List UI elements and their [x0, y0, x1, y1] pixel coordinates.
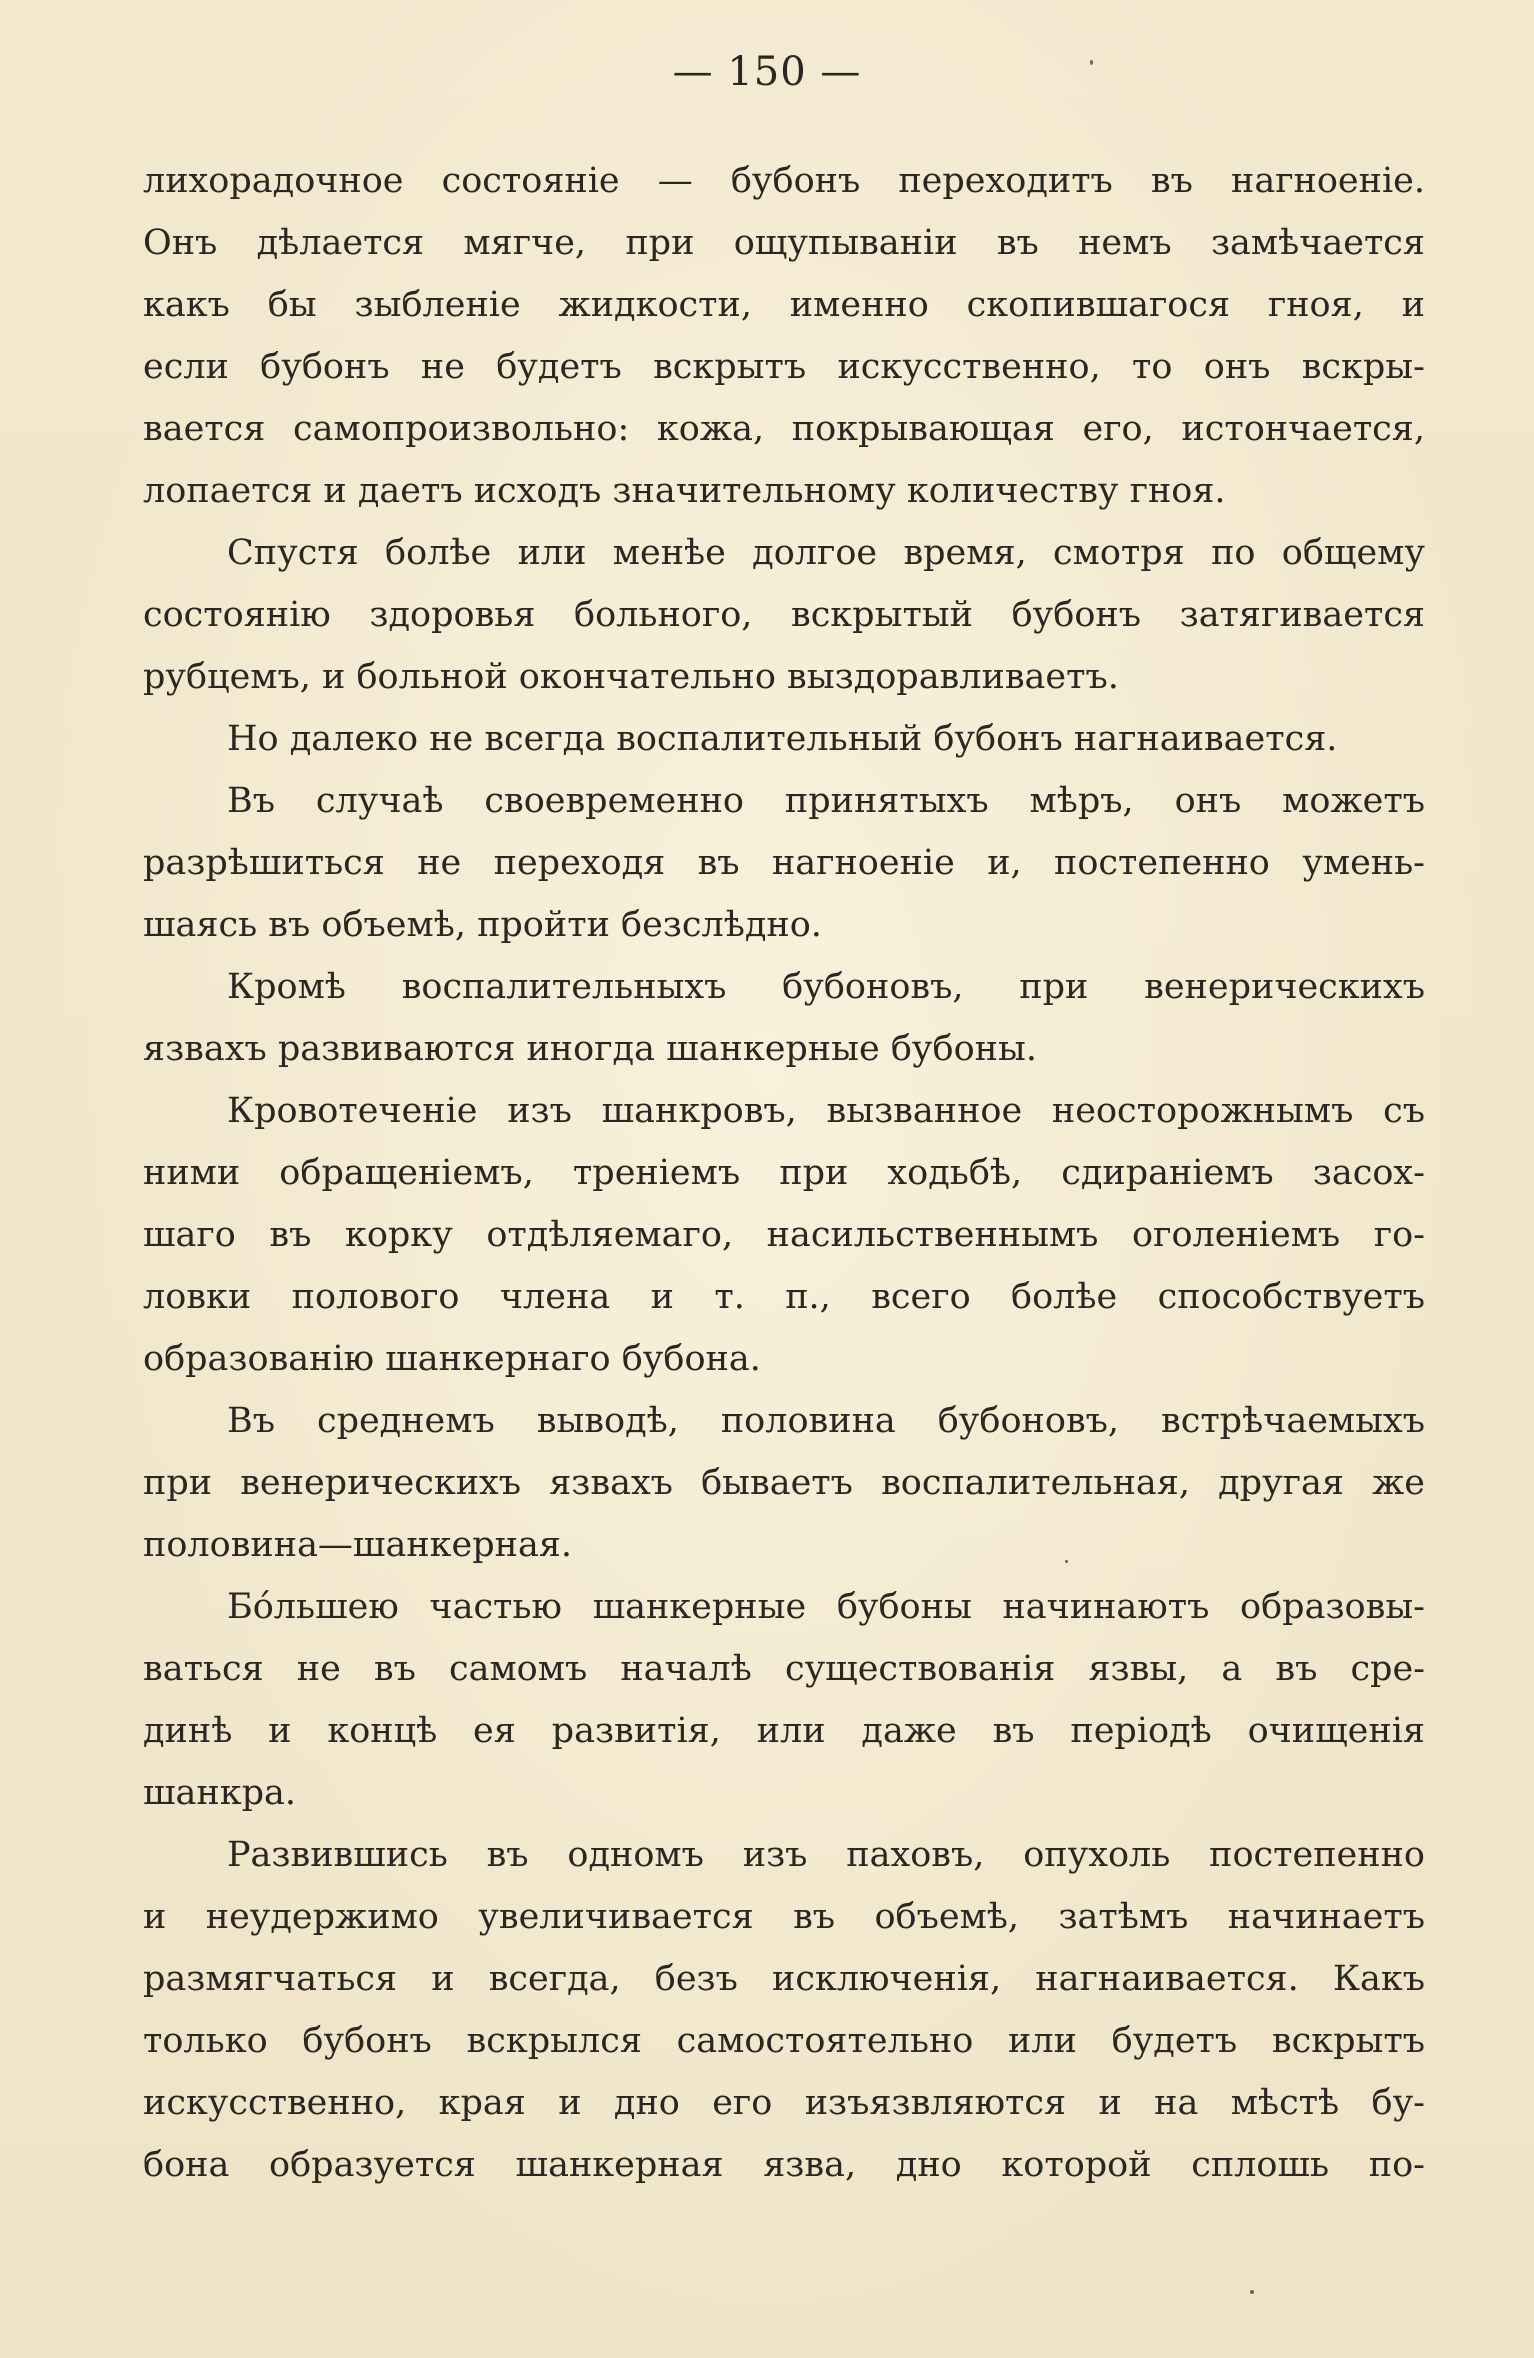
text-line: Въ среднемъ выводѣ, половина бубоновъ, встрѣчаемыхъ [227, 1401, 1425, 1441]
text-line: только бубонъ вскрылся самостоятельно или будетъ вскрытъ [143, 2021, 1425, 2061]
page-number: — 150 — [672, 49, 862, 95]
text-line: вается самопроизвольно: кожа, покрывающая его, истончается, [143, 409, 1425, 449]
text-line: разрѣшиться не переходя въ нагноенiе и, постепенно умень- [143, 843, 1425, 883]
text-line: шанкра. [143, 1773, 297, 1813]
text-line: рубцемъ, и больной окончательно выздоравливаетъ. [143, 657, 1119, 697]
text-line: шаго въ корку отдѣляемаго, насильственнымъ оголенiемъ го- [143, 1215, 1425, 1255]
text-line: если бубонъ не будетъ вскрытъ искусственно, то онъ вскры- [143, 347, 1425, 387]
text-line: искусственно, края и дно его изъязвляются и на мѣстѣ бу- [143, 2083, 1425, 2123]
text-line: Онъ дѣлается мягче, при ощупыванiи въ немъ замѣчается [143, 223, 1425, 263]
text-line: Кромѣ воспалительныхъ бубоновъ, при венерическихъ [227, 967, 1425, 1007]
text-line: и неудержимо увеличивается въ объемѣ, затѣмъ начинаетъ [143, 1897, 1425, 1937]
text-line: Развившись въ одномъ изъ паховъ, опухоль постепенно [227, 1835, 1425, 1875]
text-line: язвахъ развиваются иногда шанкерные бубоны. [143, 1029, 1037, 1069]
page-text [143, 150, 1425, 2196]
text-line: размягчаться и всегда, безъ исключенiя, нагнаивается. Какъ [143, 1959, 1425, 1999]
text-line: Кровотеченiе изъ шанкровъ, вызванное неосторожнымъ съ [227, 1091, 1425, 1131]
text-line: состоянiю здоровья больного, вскрытый бубонъ затягивается [143, 595, 1425, 635]
text-line: при венерическихъ язвахъ бываетъ воспалительная, другая же [143, 1463, 1425, 1503]
paper-speck [1065, 1560, 1068, 1563]
text-line: лихорадочное состоянiе — бубонъ переходитъ въ нагноенiе. [143, 161, 1425, 201]
text-line: лопается и даетъ исходъ значительному количеству гноя. [143, 471, 1226, 511]
text-line: Спустя болѣе или менѣе долгое время, смотря по общему [227, 533, 1425, 573]
text-line: половина—шанкерная. [143, 1525, 573, 1565]
text-line: образованiю шанкернаго бубона. [143, 1339, 761, 1379]
text-line: шаясь въ объемѣ, пройти безслѣдно. [143, 905, 822, 945]
text-line: Но далеко не всегда воспалительный бубонъ нагнаивается. [227, 719, 1338, 759]
paper-speck [1250, 2290, 1254, 2294]
text-line: бона образуется шанкерная язва, дно которой сплошь по- [143, 2145, 1425, 2185]
text-line: динѣ и концѣ ея развитiя, или даже въ перiодѣ очищенiя [143, 1711, 1425, 1751]
text-line: Въ случаѣ своевременно принятыхъ мѣръ, онъ можетъ [227, 781, 1425, 821]
text-line: ловки полового члена и т. п., всего болѣе способствуетъ [143, 1277, 1425, 1317]
text-line: ваться не въ самомъ началѣ существованiя язвы, а въ сре- [143, 1649, 1425, 1689]
text-line: Бóльшею частью шанкерные бубоны начинаютъ образовы- [227, 1587, 1425, 1627]
paper-speck [1090, 60, 1093, 65]
text-line: какъ бы зыбленiе жидкости, именно скопившагося гноя, и [143, 285, 1425, 325]
text-line: ними обращенiемъ, тренiемъ при ходьбѣ, сдиранiемъ засох- [143, 1153, 1425, 1193]
